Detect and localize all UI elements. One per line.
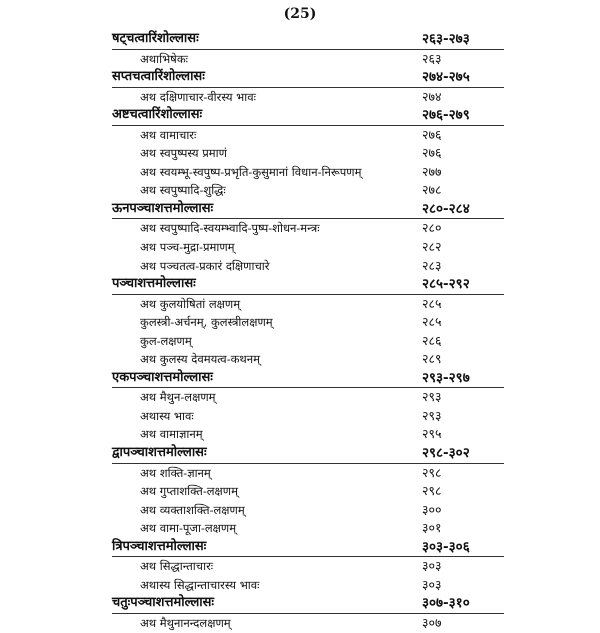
chapter-page-range: २७६-२७९: [422, 107, 470, 124]
entry-title: अथ स्वयम्भू-स्वपुष्प-प्रभृति-कुसुमानां विधान-निरूपणम्: [140, 164, 362, 179]
entry-title: कुलस्त्री-अर्चनम्, कुलस्त्रीलक्षणम्: [140, 315, 273, 330]
entry-title: अथ व्यक्ताशक्ति-लक्षणम्: [140, 502, 245, 517]
toc-entry-row: [112, 88, 504, 107]
entry-page-number: २९५: [422, 426, 442, 442]
entry-title: कुल-लक्षणम्: [140, 333, 192, 348]
toc-entry-row: [112, 332, 504, 351]
chapter-heading-row: [112, 106, 504, 126]
entry-page-number: ३०१: [422, 520, 442, 536]
chapter-page-range: २६३-२७३: [422, 31, 470, 47]
entry-title: अथास्य भावः: [140, 408, 194, 423]
entry-page-number: २७४: [422, 88, 442, 104]
toc-entry-row: [112, 557, 504, 576]
chapter-page-range: ३०३-३०६: [422, 538, 470, 555]
toc-entry-row: [112, 519, 504, 538]
entry-title: अथास्य सिद्धान्ताचारस्य भावः: [140, 577, 260, 592]
entry-page-number: २९३: [422, 389, 442, 405]
chapter-title: एकपञ्चाशत्तमोल्लासः: [112, 369, 213, 385]
toc-entry-row: [112, 50, 504, 69]
entry-title: अथ मैथुन-लक्षणम्: [140, 390, 216, 405]
chapter-page-range: २७४-२७५: [422, 69, 470, 86]
entry-page-number: २८३: [422, 257, 442, 273]
entry-page-number: २७६: [422, 145, 442, 161]
entry-page-number: ३०३: [422, 558, 442, 574]
toc-entry-row: [112, 425, 504, 444]
entry-page-number: २८०: [422, 220, 442, 236]
entry-page-number: २८५: [422, 314, 442, 330]
toc-entry-row: [112, 238, 504, 257]
chapter-heading-row: [112, 594, 504, 614]
chapter-page-range: २९८-३०२: [422, 445, 470, 462]
chapter-heading-row: [112, 369, 504, 389]
chapter-title: पञ्चाशत्तमोल्लासः: [112, 276, 196, 292]
entry-page-number: २९८: [422, 464, 442, 480]
entry-page-number: ३०३: [422, 576, 442, 592]
chapter-heading-row: [112, 200, 504, 220]
chapter-title: सप्तचत्वारिंशोल्लासः: [112, 69, 205, 85]
entry-title: अथ दक्षिणाचार-वीरस्य भावः: [140, 89, 256, 104]
chapter-title: षट्चत्वारिंशोल्लासः: [112, 31, 199, 46]
chapter-page-range: २८५-२९२: [422, 276, 470, 293]
entry-title: अथ स्वपुष्पस्य प्रमाणं: [140, 146, 227, 161]
page-number: (25): [283, 6, 317, 22]
toc-entry-row: [112, 126, 504, 145]
toc-entry-row: [112, 614, 504, 633]
entry-page-number: २८२: [422, 239, 442, 255]
toc-entry-row: [112, 407, 504, 426]
chapter-title: त्रिपञ्चाशत्तमोल्लासः: [112, 538, 207, 554]
entry-title: अथ पञ्च-मुद्रा-प्रमाणम्: [140, 240, 235, 255]
entry-title: अथ शक्ति-ज्ञानम्: [140, 465, 211, 480]
entry-page-number: २६३: [422, 50, 442, 66]
toc-entry-row: [112, 257, 504, 276]
entry-page-number: २८९: [422, 351, 442, 367]
toc-entry-row: [112, 350, 504, 369]
chapter-page-range: २८०-२८४: [422, 200, 470, 217]
chapter-title: अष्टचत्वारिंशोल्लासः: [112, 107, 203, 123]
entry-title: अथ कुलयोषितां लक्षणम्: [140, 296, 241, 311]
entry-title: अथ कुलस्य देवमयत्व-कथनम्: [140, 352, 261, 367]
entry-title: अथ वामाचारः: [140, 127, 197, 142]
entry-page-number: २७८: [422, 182, 442, 198]
toc-entry-row: [112, 144, 504, 163]
entry-title: अथ मैथुनानन्दलक्षणम्: [140, 615, 231, 630]
chapter-page-range: २९३-२९७: [422, 369, 470, 386]
entry-page-number: २७७: [422, 163, 442, 179]
entry-title: अथ स्वपुष्पादि-स्वयम्भ्वादि-पुष्प-शोधन-मन्त्रः: [140, 221, 320, 236]
entry-title: अथ वामाज्ञानम्: [140, 427, 203, 442]
chapter-heading-row: [112, 275, 504, 295]
entry-title: अथ स्वपुष्पादि-शुद्धिः: [140, 183, 226, 198]
entry-title: अथाभिषेकः: [140, 51, 188, 66]
chapter-title: ऊनपञ्चाशत्तमोल्लासः: [112, 200, 214, 216]
entry-page-number: २७६: [422, 126, 442, 142]
chapter-heading-row: [112, 538, 504, 558]
toc-entry-row: [112, 388, 504, 407]
entry-title: अथ गुप्ताशक्ति-लक्षणम्: [140, 484, 238, 499]
chapter-heading-row: [112, 30, 504, 50]
entry-page-number: २९८: [422, 483, 442, 499]
toc-entry-row: [112, 295, 504, 314]
entry-page-number: २८६: [422, 332, 442, 348]
toc-entry-row: [112, 313, 504, 332]
toc-entry-row: [112, 482, 504, 501]
toc-entry-row: [112, 163, 504, 182]
entry-page-number: ३०७: [422, 614, 442, 630]
entry-page-number: २९३: [422, 407, 442, 423]
table-of-contents: [112, 30, 504, 633]
toc-entry-row: [112, 501, 504, 520]
chapter-title: द्वापञ्चाशत्तमोल्लासः: [112, 445, 207, 461]
toc-entry-row: [112, 181, 504, 200]
toc-entry-row: [112, 219, 504, 238]
chapter-heading-row: [112, 444, 504, 464]
entry-title: अथ सिद्धान्ताचारः: [140, 559, 214, 574]
toc-entry-row: [112, 464, 504, 483]
chapter-page-range: ३०७-३१०: [422, 595, 470, 612]
chapter-heading-row: [112, 68, 504, 88]
toc-entry-row: [112, 576, 504, 595]
entry-title: अथ पञ्चतत्व-प्रकारं दक्षिणाचारे: [140, 258, 270, 273]
entry-page-number: ३००: [422, 501, 442, 517]
entry-title: अथ वामा-पूजा-लक्षणम्: [140, 521, 237, 536]
entry-page-number: २८५: [422, 295, 442, 311]
chapter-title: चतुःपञ्चाशत्तमोल्लासः: [112, 595, 215, 611]
